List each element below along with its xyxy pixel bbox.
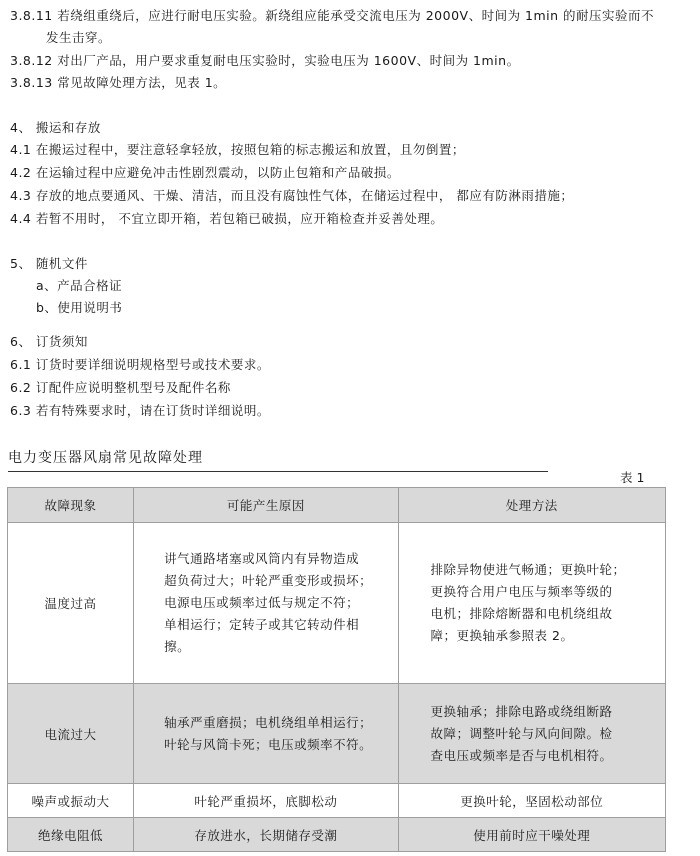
- text-line: 4.2 在运输过程中应避免冲击性剧烈震动，以防止包箱和产品破损。: [10, 165, 400, 180]
- text-line: 3.8.11 若绕组重绕后，应进行耐电压实验。新绕组应能承受交流电压为 2000V、时间为 1min 的耐压实验而不: [10, 8, 655, 23]
- cell-fix: [398, 523, 665, 684]
- section-heading: 6、 订货须知: [10, 334, 88, 349]
- text-line: 6.3 若有特殊要求时，请在订货时详细说明。: [10, 403, 270, 418]
- text-line: 4.4 若暂不用时， 不宜立即开箱，若包箱已破损，应开箱检查并妥善处理。: [10, 211, 444, 226]
- cell-fix: [398, 684, 665, 784]
- text-line: 发生击穿。: [46, 30, 112, 45]
- cell-symptom: 温度过高: [8, 523, 134, 684]
- fault-table: [7, 487, 666, 852]
- header-cause: 可能产生原因: [134, 488, 398, 523]
- fix-text: 排除异物使进气畅通；更换叶轮； 更换符合用户电压与频率等级的 电机；排除熔断器和电机绕组故 障；更换轴承参照表 2。: [430, 562, 626, 643]
- table-title: 电力变压器风扇常见故障处理: [8, 447, 548, 472]
- table-row: [8, 818, 666, 852]
- text-line: a、产品合格证: [36, 278, 123, 293]
- header-fix: 处理方法: [398, 488, 665, 523]
- cell-fix: 使用前时应干噪处理: [398, 818, 665, 852]
- text-line: 4.3 存放的地点要通风、干燥、清洁，而且没有腐蚀性气体，在储运过程中， 都应有防淋雨措施；: [10, 188, 574, 203]
- cell-cause: [134, 523, 398, 684]
- text-line: b、使用说明书: [36, 300, 123, 315]
- cell-cause: 叶轮严重损坏，底脚松动: [134, 784, 398, 818]
- fix-text: 更换轴承；排除电路或绕组断路 故障；调整叶轮与风向间隙。检 查电压或频率是否与电机相符。: [430, 703, 613, 763]
- table-row: [8, 684, 666, 784]
- table-number: 表 1: [620, 470, 645, 485]
- text-line: 6.2 订配件应说明整机型号及配件名称: [10, 380, 231, 395]
- cell-symptom: 噪声或振动大: [8, 784, 134, 818]
- header-symptom: 故障现象: [8, 488, 134, 523]
- table-row: [8, 523, 666, 684]
- text-line: 4.1 在搬运过程中，要注意轻拿轻放，按照包箱的标志搬运和放置，且勿倒置；: [10, 142, 465, 157]
- cause-text: 讲气通路堵塞或风筒内有异物造成 超负荷过大；叶轮严重变形或损坏； 电源电压或频率过低与规定不符； 单相运行；定转子或其它转动件相 擦。: [164, 551, 373, 654]
- table-row: [8, 784, 666, 818]
- section-heading: 4、 搬运和存放: [10, 120, 101, 135]
- text-line: 3.8.12 对出厂产品，用户要求重复耐电压实验时，实验电压为 1600V、时间为 1min。: [10, 53, 520, 68]
- section-heading: 5、 随机文件: [10, 256, 88, 271]
- cell-symptom: 绝缘电阻低: [8, 818, 134, 852]
- text-line: 6.1 订货时要详细说明规格型号或技术要求。: [10, 357, 270, 372]
- cell-cause: [134, 684, 398, 784]
- cell-symptom: 电流过大: [8, 684, 134, 784]
- cell-fix: 更换叶轮，坚固松动部位: [398, 784, 665, 818]
- table-header-row: [8, 488, 666, 523]
- cell-cause: 存放进水，长期储存受潮: [134, 818, 398, 852]
- text-line: 3.8.13 常见故障处理方法，见表 1。: [10, 75, 227, 90]
- cause-text: 轴承严重磨损；电机绕组单相运行； 叶轮与风筒卡死；电压或频率不符。: [164, 714, 373, 752]
